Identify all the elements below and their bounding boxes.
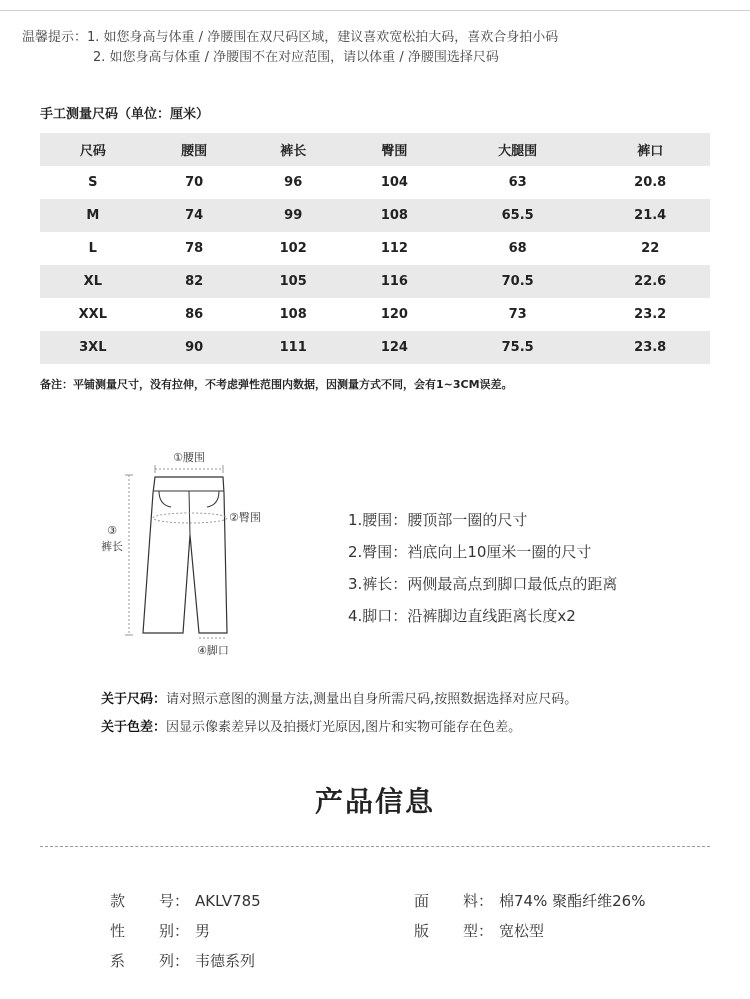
- cell-length: 102: [279, 241, 307, 256]
- measurement-note: 备注：平铺测量尺寸，没有拉伸，不考虑弹性范围内数据，因测量方式不同，会有1~3CM误差。: [40, 378, 513, 391]
- cell-length: 99: [284, 208, 303, 223]
- table-row: [40, 331, 710, 364]
- table-row: [40, 232, 710, 265]
- cell-thigh: 73: [508, 307, 527, 322]
- about-size-text: 请对照示意图的测量方法,测量出自身所需尺码,按照数据选择对应尺码。: [166, 692, 578, 707]
- colon: ：: [174, 892, 190, 910]
- size-table-title: 手工测量尺码（单位：厘米）: [40, 107, 210, 122]
- fit-label: 版型: [414, 922, 478, 940]
- series-value: 韦德系列: [195, 952, 256, 970]
- table-row: [40, 199, 710, 232]
- cell-hem: 22: [641, 241, 660, 256]
- hip-label: ②臀围: [229, 511, 261, 524]
- list-item: [348, 600, 617, 632]
- length-label: 裤长: [101, 540, 123, 553]
- guide-name: 4.脚口：: [348, 607, 408, 625]
- cell-size: XL: [83, 274, 102, 289]
- list-item: [348, 568, 617, 600]
- col-header-hem: 裤口: [637, 144, 664, 159]
- cell-length: 108: [279, 307, 307, 322]
- about-color-text: 因显示像素差异以及拍摄灯光原因,图片和实物可能存在色差。: [166, 720, 522, 735]
- top-divider: [0, 10, 750, 11]
- guide-desc: 腰顶部一圈的尺寸: [407, 511, 528, 529]
- guide-name: 1.腰围：: [348, 511, 408, 529]
- cell-hem: 20.8: [634, 175, 667, 190]
- cell-size: 3XL: [79, 340, 107, 355]
- list-item: [348, 504, 617, 536]
- tip-line-1: [22, 28, 558, 48]
- gender-label: 性别: [110, 922, 174, 940]
- colon: ：: [478, 892, 494, 910]
- guide-desc: 沿裤脚边直线距离长度x2: [407, 607, 576, 625]
- cell-thigh: 63: [508, 175, 527, 190]
- product-style-row: [110, 890, 261, 911]
- length-number: ③: [107, 524, 117, 537]
- col-header-thigh: 大腿围: [498, 144, 538, 159]
- cell-waist: 82: [185, 274, 204, 289]
- cell-hip: 116: [380, 274, 408, 289]
- size-tips: [22, 28, 558, 68]
- cell-thigh: 65.5: [501, 208, 534, 223]
- pants-outline-icon: [143, 477, 227, 633]
- cell-waist: 70: [185, 175, 204, 190]
- tip-line-2: 2. 如您身高与体重 / 净腰围不在对应范围，请以体重 / 净腰围选择尺码: [93, 50, 499, 65]
- guide-desc: 两侧最高点到脚口最低点的距离: [407, 575, 618, 593]
- about-color: [101, 714, 577, 742]
- product-gender-row: [110, 920, 210, 941]
- guide-desc: 裆底向上10厘米一圈的尺寸: [407, 543, 592, 561]
- cell-length: 96: [284, 175, 303, 190]
- dashed-divider: [40, 846, 710, 847]
- col-header-waist: 腰围: [181, 144, 208, 159]
- table-row: [40, 166, 710, 199]
- cell-hip: 112: [380, 241, 408, 256]
- about-color-label: 关于色差：: [101, 720, 167, 735]
- col-header-length: 裤长: [280, 144, 307, 159]
- col-header-size: 尺码: [79, 144, 106, 159]
- about-section: [101, 686, 577, 742]
- guide-name: 3.裤长：: [348, 575, 408, 593]
- colon: ：: [174, 952, 190, 970]
- list-item: [348, 536, 617, 568]
- style-value: AKLV785: [195, 892, 261, 910]
- cell-waist: 78: [185, 241, 204, 256]
- col-header-hip: 臀围: [381, 144, 408, 159]
- waist-label: ①腰围: [173, 451, 205, 464]
- cell-size: XXL: [78, 307, 107, 322]
- cell-thigh: 68: [508, 241, 527, 256]
- table-row: [40, 265, 710, 298]
- gender-value: 男: [195, 922, 211, 940]
- guide-name: 2.臀围：: [348, 543, 408, 561]
- size-table-header: [40, 133, 710, 166]
- size-table: [40, 133, 710, 364]
- tip-prefix: 温馨提示：: [22, 30, 88, 45]
- cell-size: L: [88, 241, 97, 256]
- cell-waist: 74: [185, 208, 204, 223]
- cell-hem: 21.4: [634, 208, 667, 223]
- colon: ：: [478, 922, 494, 940]
- cell-hem: 23.2: [634, 307, 667, 322]
- cell-length: 105: [279, 274, 307, 289]
- fit-value: 宽松型: [499, 922, 545, 940]
- cell-hem: 22.6: [634, 274, 667, 289]
- fabric-label: 面料: [414, 892, 478, 910]
- cell-size: S: [88, 175, 98, 190]
- fabric-value: 棉74% 聚酯纤维26%: [499, 892, 646, 910]
- cell-hip: 120: [380, 307, 408, 322]
- about-size: [101, 686, 577, 714]
- hem-label: ④脚口: [197, 644, 229, 657]
- style-label: 款号: [110, 892, 174, 910]
- tip-text-1: 1. 如您身高与体重 / 净腰围在双尺码区域，建议喜欢宽松拍大码，喜欢合身拍小码: [87, 30, 559, 45]
- cell-waist: 86: [185, 307, 204, 322]
- cell-length: 111: [279, 340, 307, 355]
- measurement-guide: [348, 504, 617, 632]
- cell-hip: 104: [380, 175, 408, 190]
- pants-diagram: [95, 445, 295, 665]
- product-fit-row: [414, 920, 544, 941]
- product-series-row: [110, 950, 255, 971]
- cell-hem: 23.8: [634, 340, 667, 355]
- about-size-label: 关于尺码：: [101, 692, 167, 707]
- product-fabric-row: [414, 890, 645, 911]
- cell-size: M: [86, 208, 100, 223]
- cell-hip: 108: [380, 208, 408, 223]
- cell-hip: 124: [380, 340, 408, 355]
- product-info-title: 产品信息: [314, 785, 435, 818]
- colon: ：: [174, 922, 190, 940]
- cell-thigh: 70.5: [501, 274, 534, 289]
- series-label: 系列: [110, 952, 174, 970]
- table-row: [40, 298, 710, 331]
- cell-thigh: 75.5: [501, 340, 534, 355]
- cell-waist: 90: [185, 340, 204, 355]
